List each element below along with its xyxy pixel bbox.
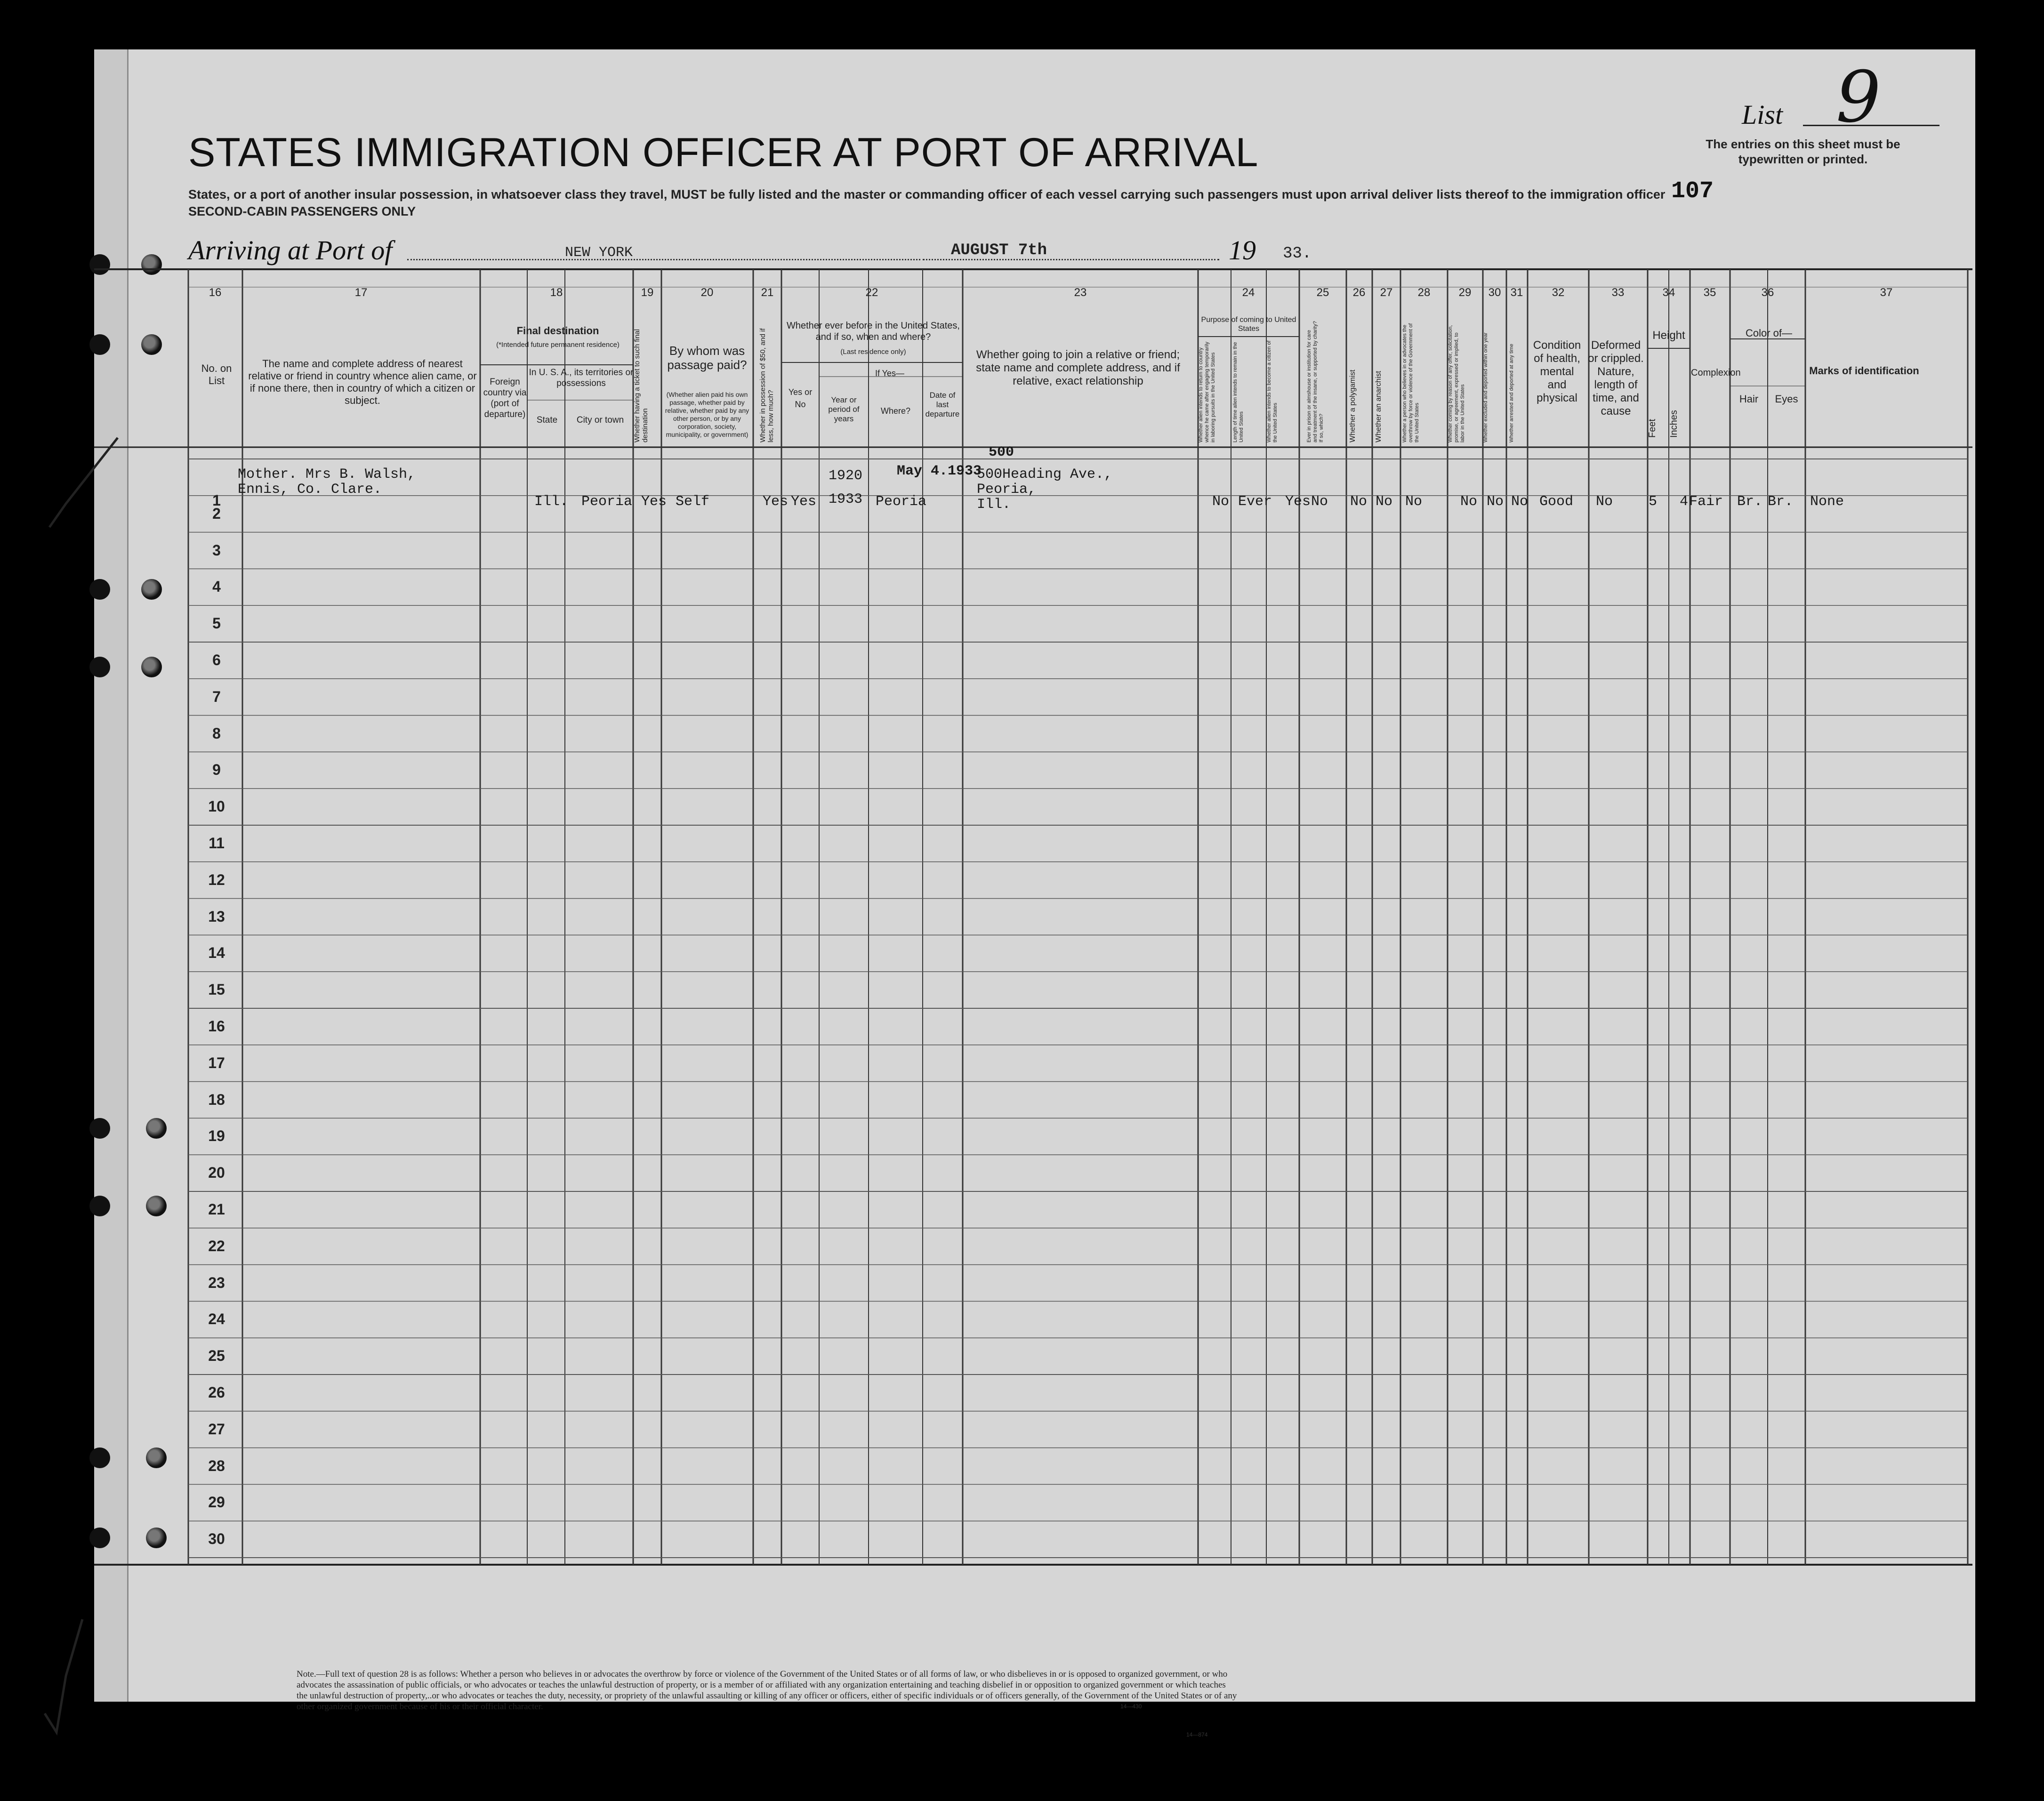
inches-value: 4 (1680, 494, 1689, 510)
row-number: 14 (208, 944, 225, 962)
column-number: 24 (1242, 286, 1255, 299)
row-number: 26 (208, 1384, 225, 1401)
address-number: 500 (989, 444, 1014, 460)
row-number: 18 (208, 1091, 225, 1108)
relative-line-1: Mother. Mrs B. Walsh, (238, 466, 416, 482)
row-number: 4 (212, 578, 221, 595)
relative-line-2: Ennis, Co. Clare. (238, 482, 382, 498)
list-number: 9 (1836, 56, 1881, 138)
column-number: 37 (1880, 286, 1893, 299)
row-number: 17 (208, 1054, 225, 1071)
footnote-question-28: Note.—Full text of question 28 is as follows: Whether a person who believes in or advocates the overthrow by force or violence of the Government of the United States or of all forms of law, or who disbelieves in or is opposed to organized government, or who advocates the assassination of public officials, or who advocates or teaches the unlawful destruction of property, or is a member of or affiliated with any organization entertaining and teaching disbelief in or opposition to organized government or which teaches the unlawful destruction of property,..or who advocates or teaches the duty, necessity, or propriety of the unlawful assaulting or killing of any officer or officers, either of specific individuals or of officers generally, of the Government of the United States or of any other organized government because of his or their official character. (297, 1669, 1237, 1712)
column-number: 32 (1552, 286, 1565, 299)
eyes-value: Br. (1768, 494, 1794, 510)
column-number: 27 (1380, 286, 1393, 299)
heading-ticket: Whether having a ticket to such final destination (633, 329, 649, 442)
heading-state: State (536, 415, 558, 425)
column-number: 36 (1761, 286, 1774, 299)
column-number: 34 (1662, 286, 1675, 299)
heading-col29: Whether coming by reason of any offer, solicitation, promise, or agreement, expressed or implied, to labor in the United States (1448, 325, 1465, 442)
row-number: 21 (208, 1201, 225, 1218)
dest-state: Ill. (534, 494, 569, 510)
row-number: 20 (208, 1164, 225, 1182)
column-number: 35 (1703, 286, 1716, 299)
instructions-text: States, or a port of another insular possession, in whatsoever class they travel, MUST be fully listed and the master or commanding officer of each vessel carrying such passengers must upon arrival deliver lists thereof to the immigration officer (188, 187, 1666, 201)
row-number: 19 (208, 1127, 225, 1145)
heading-relative: The name and complete address of nearest relative or friend in country whence alien came, or if none there, then in country of which a citizen or subject. (248, 358, 477, 406)
year-suffix: 33. (1283, 245, 1312, 263)
row-number: 16 (208, 1018, 225, 1035)
dest-city: Peoria (581, 494, 633, 510)
col30-value: No (1487, 494, 1504, 510)
heading-purpose-length: Length of time alien intends to remain in the United States (1232, 342, 1244, 442)
arrival-date: AUGUST 7th (951, 241, 1047, 259)
row-number: 5 (212, 615, 221, 632)
column-number: 16 (209, 286, 222, 299)
heading-health: Condition of health, mental and physical (1533, 339, 1581, 404)
form-number: 107 (1671, 178, 1714, 205)
years-1: 1920 (829, 468, 863, 484)
heading-final-destination: Final destination (516, 325, 599, 337)
row-number: 12 (208, 871, 225, 888)
heading-col28: Whether a person who believes in or advocates the overthrow by force or violence of the Government of the United States (1402, 323, 1420, 442)
heading-ever-before-note: (Last residence only) (840, 348, 906, 356)
health-value: Good (1539, 494, 1574, 510)
return-home-value: No (1212, 494, 1230, 510)
possession-value: Yes (763, 494, 789, 510)
list-label: List (1742, 99, 1783, 130)
row-number: 30 (208, 1530, 225, 1548)
form-mark-2: 14—874 (1186, 1731, 1208, 1738)
port-value: NEW YORK (565, 245, 633, 261)
heading-eyes: Eyes (1775, 393, 1798, 405)
column-number: 26 (1352, 286, 1366, 299)
row-number: 10 (208, 798, 225, 815)
heading-marks: Marks of identification (1809, 365, 1919, 377)
row-number: 3 (212, 541, 221, 559)
citizen-value: Yes (1285, 494, 1311, 510)
heading-polygamist: Whether a polygamist (1349, 370, 1357, 442)
heading-passage-note: (Whether alien paid his own passage, whether paid by relative, whether paid by any other person, or by any corporation, society, municipality, or government) (665, 391, 749, 438)
row-number: 8 (212, 724, 221, 742)
anarchist-value: No (1376, 494, 1393, 510)
row-number: 11 (209, 835, 225, 852)
column-number: 28 (1417, 286, 1431, 299)
row-number: 13 (208, 908, 225, 925)
heading-year-period: Year or period of years (828, 395, 860, 423)
heading-purpose: Purpose of coming to United States (1201, 316, 1296, 333)
last-departure-value: May 4.1933 (897, 463, 982, 479)
row-number: 29 (208, 1494, 225, 1511)
ever-before-value: Yes (791, 494, 817, 510)
heading-join-relative: Whether going to join a relative or friend; state name and complete address, and if relative, exact relationship (976, 348, 1180, 387)
row-number: 7 (212, 688, 221, 705)
row-number: 28 (208, 1457, 225, 1474)
column-number: 17 (354, 286, 368, 299)
polygamist-value: No (1350, 494, 1368, 510)
typewritten-notice: The entries on this sheet must be typewritten or printed. (1706, 137, 1900, 166)
year-prefix: 19 (1229, 235, 1256, 265)
column-number: 22 (865, 286, 878, 299)
heading-color-of: Color of— (1745, 327, 1793, 339)
heading-passage: By whom was passage paid? (667, 344, 747, 372)
heading-col30: Whether excluded and deported within one year (1483, 332, 1489, 442)
row-number: 22 (208, 1237, 225, 1254)
row-number: 1 (212, 492, 221, 509)
column-number: 31 (1510, 286, 1523, 299)
page-title: STATES IMMIGRATION OFFICER AT PORT OF ARRIVAL (188, 130, 1259, 175)
where-value: Peoria (876, 494, 927, 510)
heading-if-yes: If Yes— (875, 369, 905, 378)
heading-final-destination-note: (*Intended future permanent residence) (496, 341, 620, 349)
row-number: 25 (208, 1347, 225, 1365)
heading-no-on-list: No. on List (201, 362, 232, 386)
heading-purpose-return: Whether alien intends to return to country whence he came after engaging temporarily in laboring pursuits in the United States (1198, 341, 1216, 442)
heading-complexion: Complexion (1691, 368, 1741, 378)
heading-in-usa: In U. S. A., its territories or possessions (529, 368, 634, 388)
col31-value: No (1511, 494, 1529, 510)
address-line-1: 500Heading Ave., (977, 466, 1113, 482)
address-line-2: Peoria, (977, 482, 1037, 498)
row-number: 27 (208, 1420, 225, 1438)
heading-deformed: Deformed or crippled. Nature, length of time, and cause (1588, 339, 1644, 418)
years-2: 1933 (829, 491, 863, 507)
heading-anarchist: Whether an anarchist (1375, 370, 1383, 442)
column-number: 30 (1488, 286, 1501, 299)
form-mark-1: 14—430 (1120, 1703, 1142, 1710)
ticket-value: Yes (641, 494, 667, 510)
feet-value: 5 (1649, 494, 1658, 510)
passenger-class: SECOND-CABIN PASSENGERS ONLY (188, 204, 416, 218)
heading-city: City or town (576, 415, 624, 425)
row-number: 2 (212, 505, 221, 522)
row-number: 9 (212, 761, 221, 779)
row-number: 23 (208, 1274, 225, 1291)
heading-where: Where? (880, 406, 911, 416)
column-number: 19 (641, 286, 654, 299)
heading-yes-or-no: Yes or No (788, 387, 813, 409)
col25-value: No (1311, 494, 1328, 510)
heading-height: Height (1652, 329, 1685, 342)
marks-value: None (1810, 494, 1844, 510)
heading-feet: Feet (1647, 418, 1658, 438)
column-number: 25 (1316, 286, 1329, 299)
heading-possession-50: Whether in possession of $50, and if less, how much? (759, 328, 775, 442)
heading-date-last-departure: Date of last departure (925, 391, 960, 418)
column-number: 20 (700, 286, 714, 299)
column-number: 18 (550, 286, 563, 299)
heading-hair: Hair (1739, 393, 1759, 405)
deformed-value: No (1596, 494, 1613, 510)
heading-foreign-country: Foreign country via (port of departure) (483, 377, 527, 419)
row-number: 15 (208, 981, 225, 998)
heading-col25: Ever in prison or almshouse or institution for care and treatment of the insane, or supported by charity? If so, which? (1306, 321, 1324, 442)
hair-value: Br. (1737, 494, 1763, 510)
row-number: 6 (212, 651, 221, 668)
complexion-value: Fair (1689, 494, 1723, 510)
col28-value: No (1405, 494, 1423, 510)
passage-value: Self (676, 494, 710, 510)
row-number: 24 (208, 1311, 225, 1328)
column-number: 29 (1458, 286, 1472, 299)
column-number: 21 (761, 286, 774, 299)
column-number: 33 (1611, 286, 1625, 299)
address-line-3: Ill. (977, 497, 1011, 513)
heading-purpose-citizen: Whether alien intends to become a citizen of the United States (1266, 340, 1278, 442)
col29-value: No (1460, 494, 1478, 510)
arriving-label: Arriving at Port of (188, 235, 393, 265)
heading-inches: Inches (1669, 410, 1679, 438)
column-number: 23 (1074, 286, 1087, 299)
heading-col31: Whether arrested and deported at any time (1509, 344, 1514, 442)
heading-ever-before: Whether ever before in the United States, and if so, when and where? (787, 321, 960, 342)
length-stay-value: Ever (1238, 494, 1272, 510)
